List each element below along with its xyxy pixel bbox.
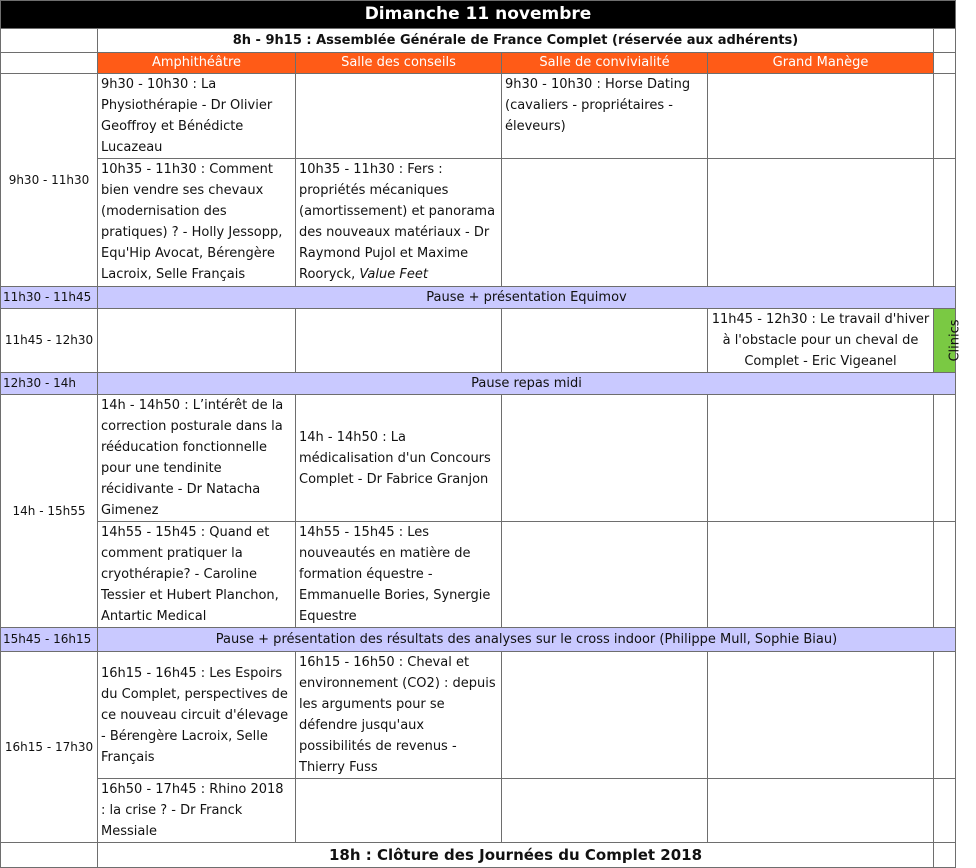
empty-cell [98,309,296,373]
session-cell: 16h50 - 17h45 : Rhino 2018 : la crise ? - Dr Franck Messiale [98,779,296,843]
empty-cell [934,159,956,287]
time-slot: 11h45 - 12h30 [1,309,98,373]
session-cell: 14h - 14h50 : L’intérêt de la correction posturale dans la rééducation fonctionnelle pour une tendinite récidivante - Dr Natacha Gimenez [98,395,296,522]
room-header-amphi: Amphithéâtre [98,53,296,74]
brand-name: Value Feet [359,267,428,282]
room-header-convivialite: Salle de convivialité [502,53,708,74]
session-cell: 14h55 - 15h45 : Quand et comment pratiquer la cryothérapie? - Caroline Tessier et Hubert Planchon, Antartic Medical [98,522,296,628]
session-cell: 16h15 - 16h45 : Les Espoirs du Complet, perspectives de ce nouveau circuit d'élevage - Bérengère Lacroix, Selle Français [98,652,296,779]
empty-cell [502,522,708,628]
session-cell: 14h - 14h50 : La médicalisation d'un Concours Complet - Dr Fabrice Granjon [296,395,502,522]
session-cell: 10h35 - 11h30 : Comment bien vendre ses chevaux (modernisation des pratiques) ? - Holly Jessopp, Equ'Hip Avocat, Bérengère Lacroix, Selle Français [98,159,296,287]
empty-cell [502,309,708,373]
empty-cell [1,29,98,53]
session-cell: 11h45 - 12h30 : Le travail d'hiver à l'obstacle pour un cheval de Complet - Eric Vigeanel [708,309,934,373]
empty-cell [708,159,934,287]
page-title: Dimanche 11 novembre [1,1,956,29]
pause-time: 15h45 - 16h15 [1,628,98,652]
empty-cell [708,652,934,779]
pause-label: Pause + présentation des résultats des analyses sur le cross indoor (Philippe Mull, Sophie Biau) [98,628,956,652]
empty-cell [708,522,934,628]
empty-cell [502,159,708,287]
empty-cell [934,652,956,779]
empty-cell [708,74,934,159]
session-cell: 9h30 - 10h30 : La Physiothérapie - Dr Olivier Geoffroy et Bénédicte Lucazeau [98,74,296,159]
empty-cell [296,779,502,843]
pause-label: Pause repas midi [98,373,956,395]
pause-label: Pause + présentation Equimov [98,287,956,309]
empty-cell [502,395,708,522]
empty-cell [934,522,956,628]
empty-cell [296,74,502,159]
empty-cell [708,779,934,843]
empty-cell [934,843,956,868]
pause-time: 11h30 - 11h45 [1,287,98,309]
time-slot: 16h15 - 17h30 [1,652,98,843]
empty-cell [1,53,98,74]
empty-cell [502,652,708,779]
empty-cell [934,74,956,159]
time-slot: 14h - 15h55 [1,395,98,628]
session-cell: 16h15 - 16h50 : Cheval et environnement (CO2) : depuis les arguments pour se défendre jusqu'aux possibilités de revenus - Thierry Fuss [296,652,502,779]
pause-time: 12h30 - 14h [1,373,98,395]
room-header-manege: Grand Manège [708,53,934,74]
empty-cell [502,779,708,843]
empty-cell [934,395,956,522]
empty-cell [934,53,956,74]
session-cell: 9h30 - 10h30 : Horse Dating (cavaliers - propriétaires - éleveurs) [502,74,708,159]
session-cell: 10h35 - 11h30 : Fers : propriétés mécaniques (amortissement) et panorama des nouveaux matériaux - Dr Raymond Pujol et Maxime Rooryck, Value Feet [296,159,502,287]
empty-cell [1,843,98,868]
general-assembly: 8h - 9h15 : Assemblée Générale de France Complet (réservée aux adhérents) [98,29,934,53]
time-slot: 9h30 - 11h30 [1,74,98,287]
room-header-conseils: Salle des conseils [296,53,502,74]
empty-cell [708,395,934,522]
clinics-tag: Clinics [934,309,956,373]
empty-cell [934,29,956,53]
empty-cell [296,309,502,373]
session-cell: 14h55 - 15h45 : Les nouveautés en matière de formation équestre - Emmanuelle Bories, Synergie Equestre [296,522,502,628]
closing-line: 18h : Clôture des Journées du Complet 2018 [98,843,934,868]
empty-cell [934,779,956,843]
